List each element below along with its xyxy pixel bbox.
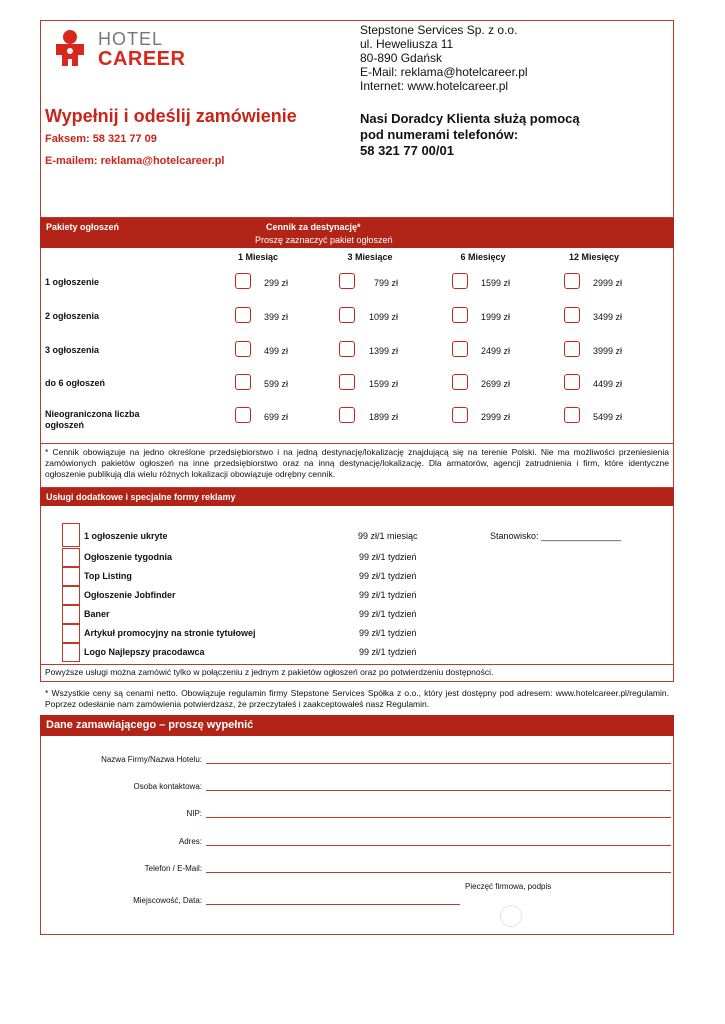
page-title: Wypełnij i odeślij zamówienie (45, 106, 297, 126)
package-price: 2499 zł (480, 346, 510, 356)
services-divider (40, 664, 674, 665)
company-name-label: Nazwa Firmy/Nazwa Hotelu: (101, 755, 202, 764)
service-row (62, 586, 672, 605)
service-checkbox[interactable] (62, 605, 80, 624)
service-row (62, 567, 672, 586)
email-contact[interactable]: E-mailem: reklama@hotelcareer.pl (45, 155, 225, 167)
package-price: 3499 zł (592, 312, 622, 322)
service-name: Baner (84, 609, 110, 619)
logo-career-text: CAREER (98, 48, 186, 70)
service-price: 99 zł/1 miesiąc (358, 531, 418, 541)
company-city: 80-890 Gdańsk (360, 51, 443, 65)
package-price: 799 zł (373, 278, 398, 288)
service-name: Top Listing (84, 571, 132, 581)
service-checkbox[interactable] (62, 523, 80, 547)
package-price: 2999 zł (480, 412, 510, 422)
service-checkbox[interactable] (62, 548, 80, 567)
package-price: 399 zł (263, 312, 288, 322)
service-row (62, 624, 672, 643)
terms-note: * Wszystkie ceny są cenami netto. Obowiązuje regulamin firmy Stepstone Services Spółka z o.o., który jest dostępny pod adresem: www.hotelcareer.pl/regulamin. Poprzez odesłanie nam zamówienia potwierdzasz, że przeczytałeś i zaakceptowałeś nasz Regulamin. (45, 688, 669, 709)
company-email[interactable]: E-Mail: reklama@hotelcareer.pl (360, 65, 528, 79)
package-price: 2699 zł (480, 379, 510, 389)
place-date-label: Miejscowość, Data: (133, 896, 202, 905)
package-price: 4499 zł (592, 379, 622, 389)
package-price: 499 zł (263, 346, 288, 356)
service-price: 99 zł/1 tydzień (359, 590, 417, 600)
phone-email-field[interactable] (206, 872, 671, 873)
package-price: 1599 zł (368, 379, 398, 389)
place-date-field[interactable] (206, 904, 460, 905)
col-head-4: 12 Miesięcy (568, 252, 620, 262)
service-row (62, 643, 672, 662)
service-checkbox[interactable] (62, 643, 80, 662)
nip-field[interactable] (206, 817, 671, 818)
service-name: Artykuł promocyjny na stronie tytułowej (84, 628, 256, 638)
services-note: Powyższe usługi można zamówić tylko w połączeniu z jednym z pakietów ogłoszeń oraz po potwierdzeniu dostępności. (45, 667, 494, 677)
customer-bar: Dane zamawiającego – proszę wypełnić (40, 715, 674, 736)
company-web[interactable]: Internet: www.hotelcareer.pl (360, 79, 509, 93)
package-price: 3999 zł (592, 346, 622, 356)
service-checkbox[interactable] (62, 567, 80, 586)
help-text (360, 111, 580, 159)
package-price: 1599 zł (480, 278, 510, 288)
phone-email-label: Telefon / E-Mail: (144, 864, 202, 873)
package-price: 1399 zł (368, 346, 398, 356)
service-price: 99 zł/1 tydzień (359, 628, 417, 638)
service-name: 1 ogłoszenie ukryte (84, 531, 168, 541)
package-price: 1899 zł (368, 412, 398, 422)
services-bar: Usługi dodatkowe i specjalne formy reklamy (40, 488, 674, 506)
company-address (360, 23, 528, 93)
package-price: 1099 zł (368, 312, 398, 322)
pricing-bar-sub: Proszę zaznaczyć pakiet ogłoszeń (255, 235, 393, 245)
package-price: 1999 zł (480, 312, 510, 322)
service-row (62, 605, 672, 624)
col-head-2: 3 Miesiące (347, 252, 393, 262)
packages-note: * Cennik obowiązuje na jedno określone przedsiębiorstwo i na jedną destynację/lokalizację znajdującą się na terenie Polski. Nie ma możliwości przeniesienia zamówionych pakietów ogłoszeń na inne przedsiębiorstwo oraz na inną destynację/lokalizację. Dla armatorów, agencji zatrudnienia i firm, które identyczne ogłoszenie publikują dla wielu różnych lokalizacji obowiązuje odrębny cennik. (45, 447, 669, 479)
logo-hotel-text: HOTEL (98, 29, 164, 49)
packages-divider (40, 443, 674, 444)
package-price: 2999 zł (592, 278, 622, 288)
help-line-3: 58 321 77 00/01 (360, 143, 454, 158)
contact-person-field[interactable] (206, 790, 671, 791)
package-row-label: Nieograniczona liczba ogłoszeń (45, 409, 140, 430)
company-name-field[interactable] (206, 763, 671, 764)
service-name: Ogłoszenie Jobfinder (84, 590, 176, 600)
stamp-label: Pieczęć firmowa, podpis (465, 882, 552, 891)
service-name: Ogłoszenie tygodnia (84, 552, 173, 562)
nip-label: NIP: (186, 809, 202, 818)
service-name: Logo Najlepszy pracodawca (84, 647, 205, 657)
service-price: 99 zł/1 tydzień (359, 552, 417, 562)
puzzle-person-icon (50, 28, 90, 68)
package-row-label: 2 ogłoszenia (45, 311, 100, 321)
address-field[interactable] (206, 845, 671, 846)
package-row-label: 1 ogłoszenie (45, 277, 100, 287)
package-price: 599 zł (263, 379, 288, 389)
help-line-2: pod numerami telefonów: (360, 127, 519, 142)
service-checkbox[interactable] (62, 624, 80, 643)
package-price: 5499 zł (592, 412, 622, 422)
package-price: 299 zł (263, 278, 288, 288)
service-checkbox[interactable] (62, 586, 80, 605)
packages-bar (40, 218, 674, 248)
company-street: ul. Heweliusza 11 (360, 37, 454, 51)
help-line-1: Nasi Doradcy Klienta służą pomocą (360, 111, 580, 126)
package-row-label: 3 ogłoszenia (45, 345, 100, 355)
packages-bar-label: Pakiety ogłoszeń (46, 222, 120, 232)
position-field[interactable]: Stanowisko: ________________ (490, 531, 622, 541)
pricing-bar-label: Cennik za destynację* (266, 222, 361, 232)
col-head-3: 6 Miesięcy (460, 252, 506, 262)
contact-person-label: Osoba kontaktowa: (133, 782, 202, 791)
package-row-label: do 6 ogłoszeń (45, 378, 106, 388)
stamp-circle (500, 905, 522, 927)
service-price: 99 zł/1 tydzień (359, 647, 417, 657)
service-price: 99 zł/1 tydzień (359, 609, 417, 619)
company-name: Stepstone Services Sp. z o.o. (360, 23, 518, 37)
service-row (62, 548, 672, 567)
service-price: 99 zł/1 tydzień (359, 571, 417, 581)
col-head-1: 1 Miesiąc (237, 252, 279, 262)
fax-number: Faksem: 58 321 77 09 (45, 133, 157, 145)
package-price: 699 zł (263, 412, 288, 422)
address-label: Adres: (178, 837, 202, 846)
service-row (62, 525, 672, 544)
logo (50, 28, 200, 72)
